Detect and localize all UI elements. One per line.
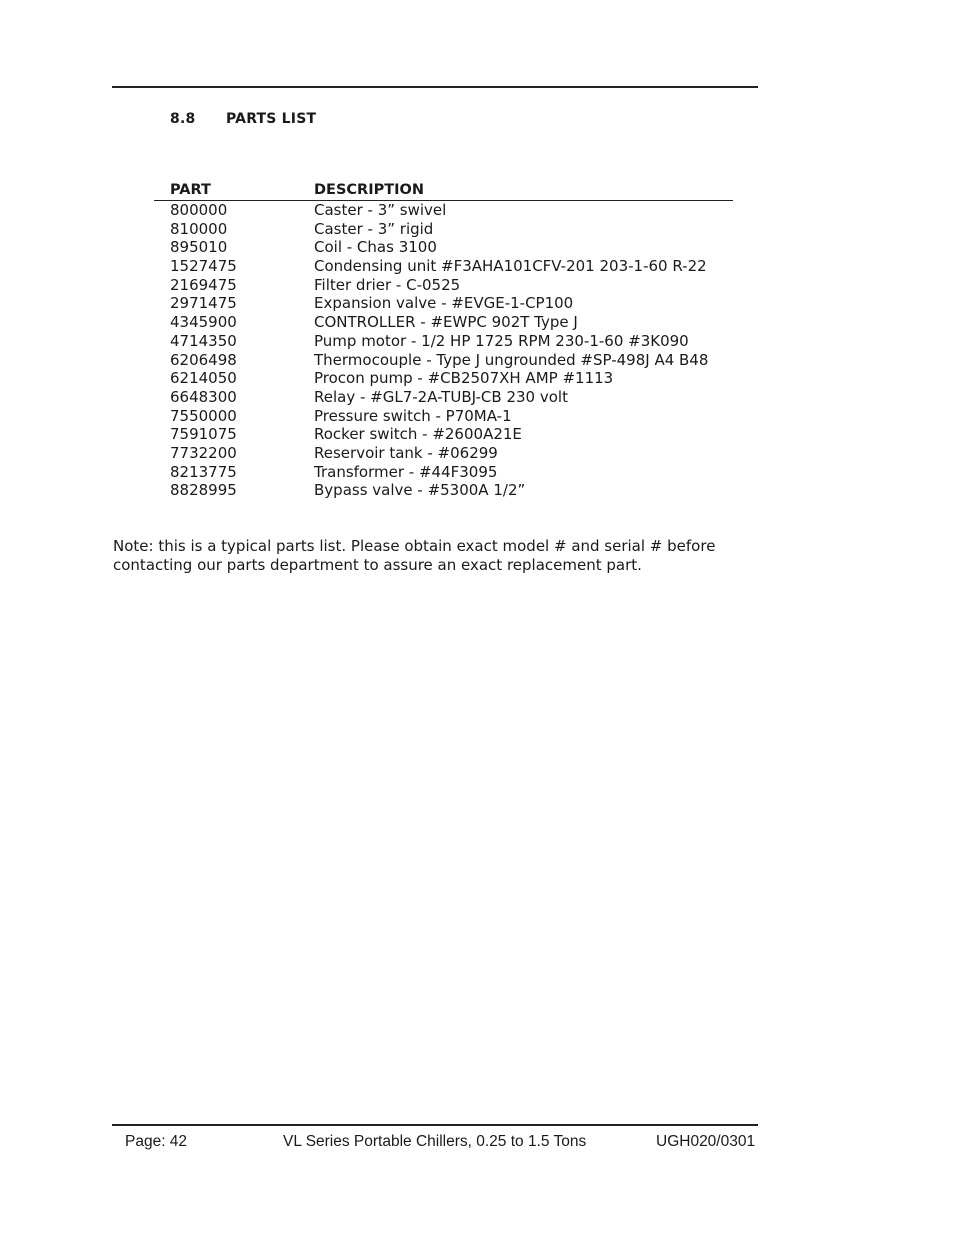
table-row (154, 388, 733, 407)
part-description: Caster - 3” swivel (314, 201, 447, 219)
part-description: Expansion valve - #EVGE-1-CP100 (314, 294, 574, 313)
part-description: Pump motor - 1/2 HP 1725 RPM 230-1-60 #3K090 (314, 331, 689, 350)
part-number: 6648300 (170, 387, 237, 406)
parts-note: Note: this is a typical parts list. Please obtain exact model # and serial # before contacting our parts department to assure an exact replacement part. (113, 537, 716, 574)
part-number: 2169475 (170, 275, 237, 294)
table-row (154, 201, 733, 220)
page-number: Page: 42 (125, 1133, 188, 1150)
part-number: 7732200 (170, 443, 237, 462)
table-row (154, 369, 733, 388)
table-row (154, 444, 733, 463)
parts-table (154, 182, 733, 500)
table-row (154, 220, 733, 239)
part-description: Condensing unit #F3AHA101CFV-201 203-1-60 R-22 (314, 257, 707, 276)
table-row (154, 332, 733, 351)
part-description: Coil - Chas 3100 (314, 238, 437, 257)
part-description: Rocker switch - #2600A21E (314, 425, 522, 444)
part-description: CONTROLLER - #EWPC 902T Type J (314, 313, 578, 332)
part-description: Relay - #GL7-2A-TUBJ-CB 230 volt (314, 387, 568, 406)
table-row (154, 238, 733, 257)
part-number: 6214050 (170, 369, 237, 388)
document-code: UGH020/0301 (656, 1133, 756, 1150)
part-number: 8828995 (170, 481, 237, 500)
part-description: Filter drier - C-0525 (314, 275, 461, 294)
table-row (154, 313, 733, 332)
part-number: 7550000 (170, 406, 237, 425)
table-row (154, 481, 733, 500)
table-row (154, 425, 733, 444)
table-row (154, 351, 733, 370)
part-number: 2971475 (170, 294, 237, 313)
part-number: 810000 (170, 219, 228, 238)
footer-rule (112, 1124, 758, 1126)
header-rule (112, 86, 758, 88)
column-header-description: DESCRIPTION (314, 182, 424, 198)
column-header-part: PART (170, 182, 211, 198)
part-description: Caster - 3” rigid (314, 219, 434, 238)
part-number: 4345900 (170, 313, 237, 332)
part-number: 1527475 (170, 257, 237, 276)
part-description: Bypass valve - #5300A 1/2” (314, 481, 526, 500)
table-row (154, 276, 733, 295)
table-row (154, 294, 733, 313)
table-row (154, 463, 733, 482)
part-description: Reservoir tank - #06299 (314, 443, 498, 462)
part-number: 8213775 (170, 462, 237, 481)
part-description: Procon pump - #CB2507XH AMP #1113 (314, 369, 614, 388)
part-number: 4714350 (170, 331, 237, 350)
section-heading (170, 111, 316, 127)
part-number: 7591075 (170, 425, 237, 444)
part-description: Pressure switch - P70MA-1 (314, 406, 512, 425)
part-description: Thermocouple - Type J ungrounded #SP-498J A4 B48 (314, 350, 709, 369)
part-number: 800000 (170, 201, 228, 219)
document-title: VL Series Portable Chillers, 0.25 to 1.5 Tons (283, 1133, 587, 1150)
part-description: Transformer - #44F3095 (314, 462, 498, 481)
table-header (154, 182, 733, 201)
section-number: 8.8 (170, 111, 196, 127)
table-row (154, 257, 733, 276)
part-number: 895010 (170, 238, 228, 257)
part-number: 6206498 (170, 350, 237, 369)
table-row (154, 407, 733, 426)
section-title: PARTS LIST (226, 111, 317, 127)
